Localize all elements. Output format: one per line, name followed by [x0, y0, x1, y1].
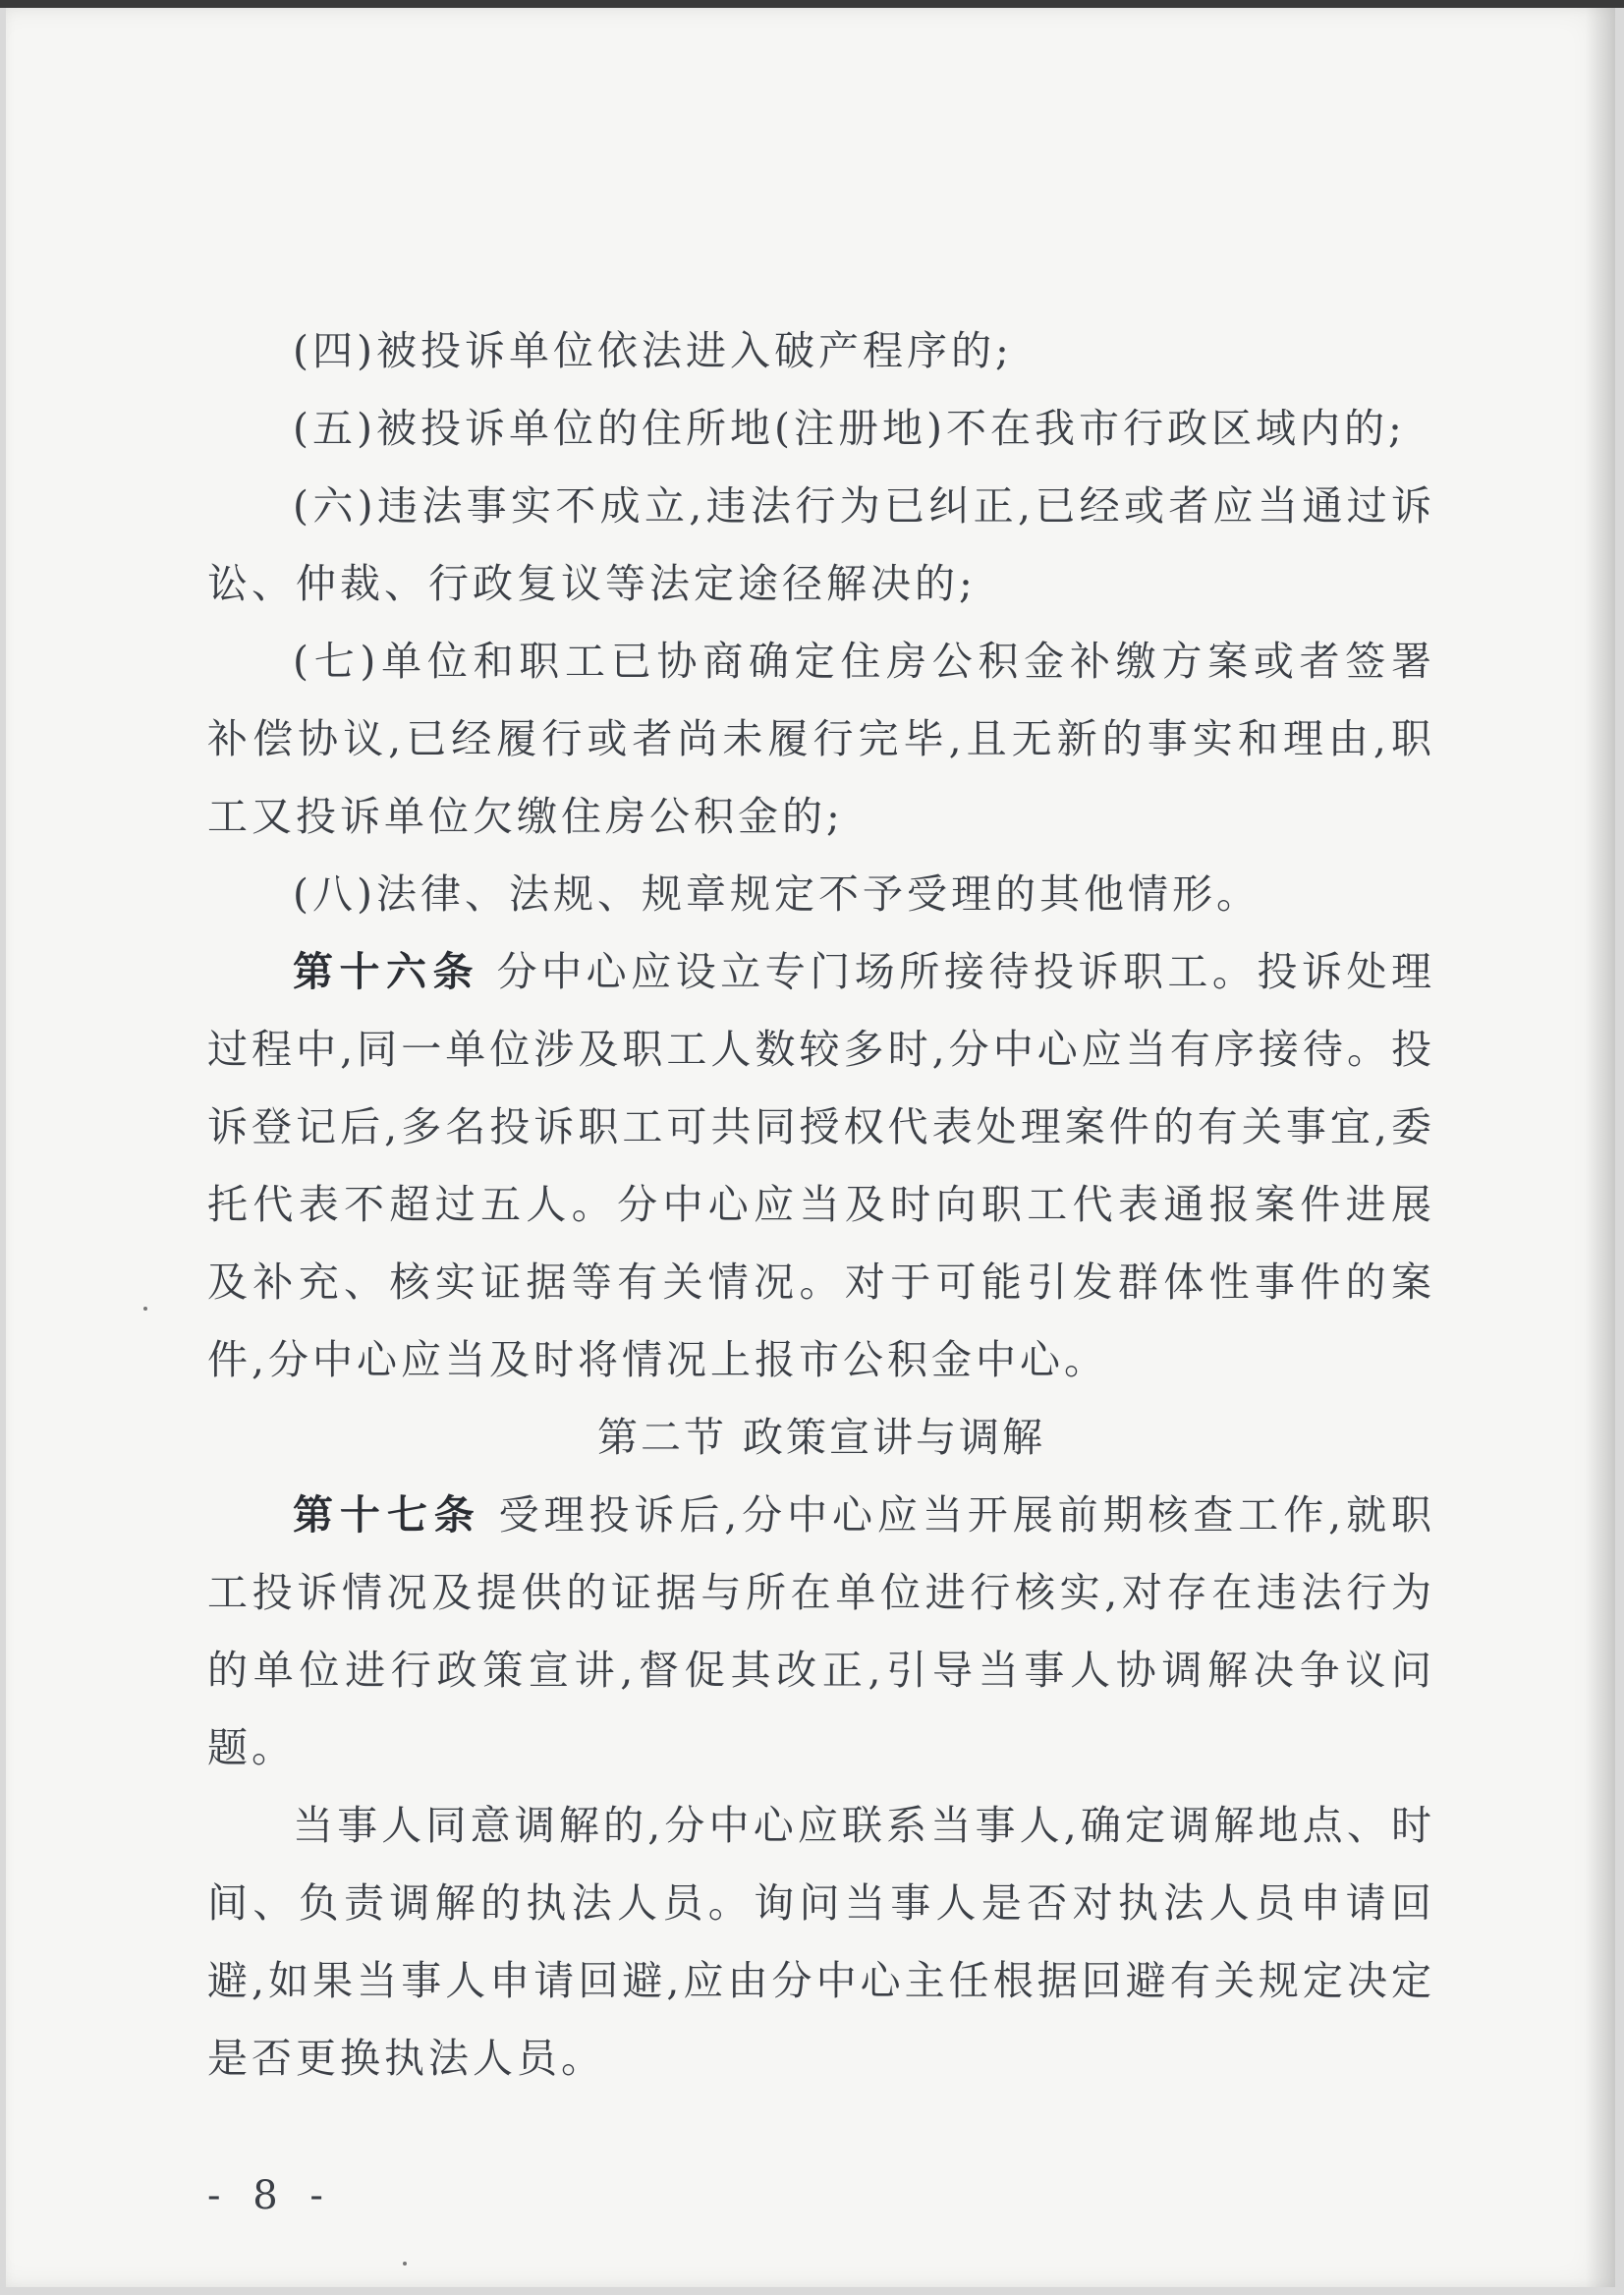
scan-shadow — [1586, 8, 1615, 2287]
list-item-5: (五)被投诉单位的住所地(注册地)不在我市行政区域内的; — [293, 405, 1406, 452]
scan-speck — [403, 2262, 407, 2266]
list-item-4: (四)被投诉单位依法进入破产程序的; — [293, 327, 1013, 374]
article-16-body: 分中心应设立专门场所接待投诉职工。投诉处理过程中,同一单位涉及职工人数较多时,分中心应当有序接待。投诉登记后,多名投诉职工可共同授权代表处理案件的有关事宜,委托代表不超过五人。分中心应当及时向职工代表通报案件进展及补充、核实证据等有关情况。对于可能引发群体性事件的案件,分中心应当及时将情况上报市公积金中心。 — [207, 948, 1436, 1383]
list-item-7: (七)单位和职工已协商确定住房公积金补缴方案或者签署补偿协议,已经履行或者尚未履行完毕,且无新的事实和理由,职工又投诉单位欠缴住房公积金的; — [207, 638, 1435, 840]
document-page — [6, 8, 1615, 2287]
article-17-paragraph-2: 当事人同意调解的,分中心应联系当事人,确定调解地点、时间、负责调解的执法人员。询问当事人是否对执法人员申请回避,如果当事人申请回避,应由分中心主任根据回避有关规定决定是否更换执法人员。 — [207, 1802, 1435, 2082]
scan-top-edge — [0, 0, 1624, 8]
list-item-6: (六)违法事实不成立,违法行为已纠正,已经或者应当通过诉讼、仲裁、行政复议等法定途径解决的; — [207, 482, 1435, 607]
article-17 — [207, 1477, 1435, 1787]
article-17-body: 受理投诉后,分中心应当开展前期核查工作,就职工投诉情况及提供的证据与所在单位进行核实,对存在违法行为的单位进行政策宣讲,督促其改正,引导当事人协调解决争议问题。 — [207, 1491, 1435, 1771]
article-17-heading: 第十七条 — [293, 1491, 481, 1539]
section-title: 第二节 政策宣讲与调解 — [596, 1414, 1046, 1461]
list-item-8: (八)法律、法规、规章规定不予受理的其他情形。 — [293, 870, 1260, 918]
document-body — [207, 312, 1435, 2098]
scan-speck — [143, 1307, 147, 1311]
article-16 — [207, 933, 1435, 1399]
page-number: - 8 - — [207, 2173, 333, 2218]
article-16-heading: 第十六条 — [293, 948, 480, 995]
